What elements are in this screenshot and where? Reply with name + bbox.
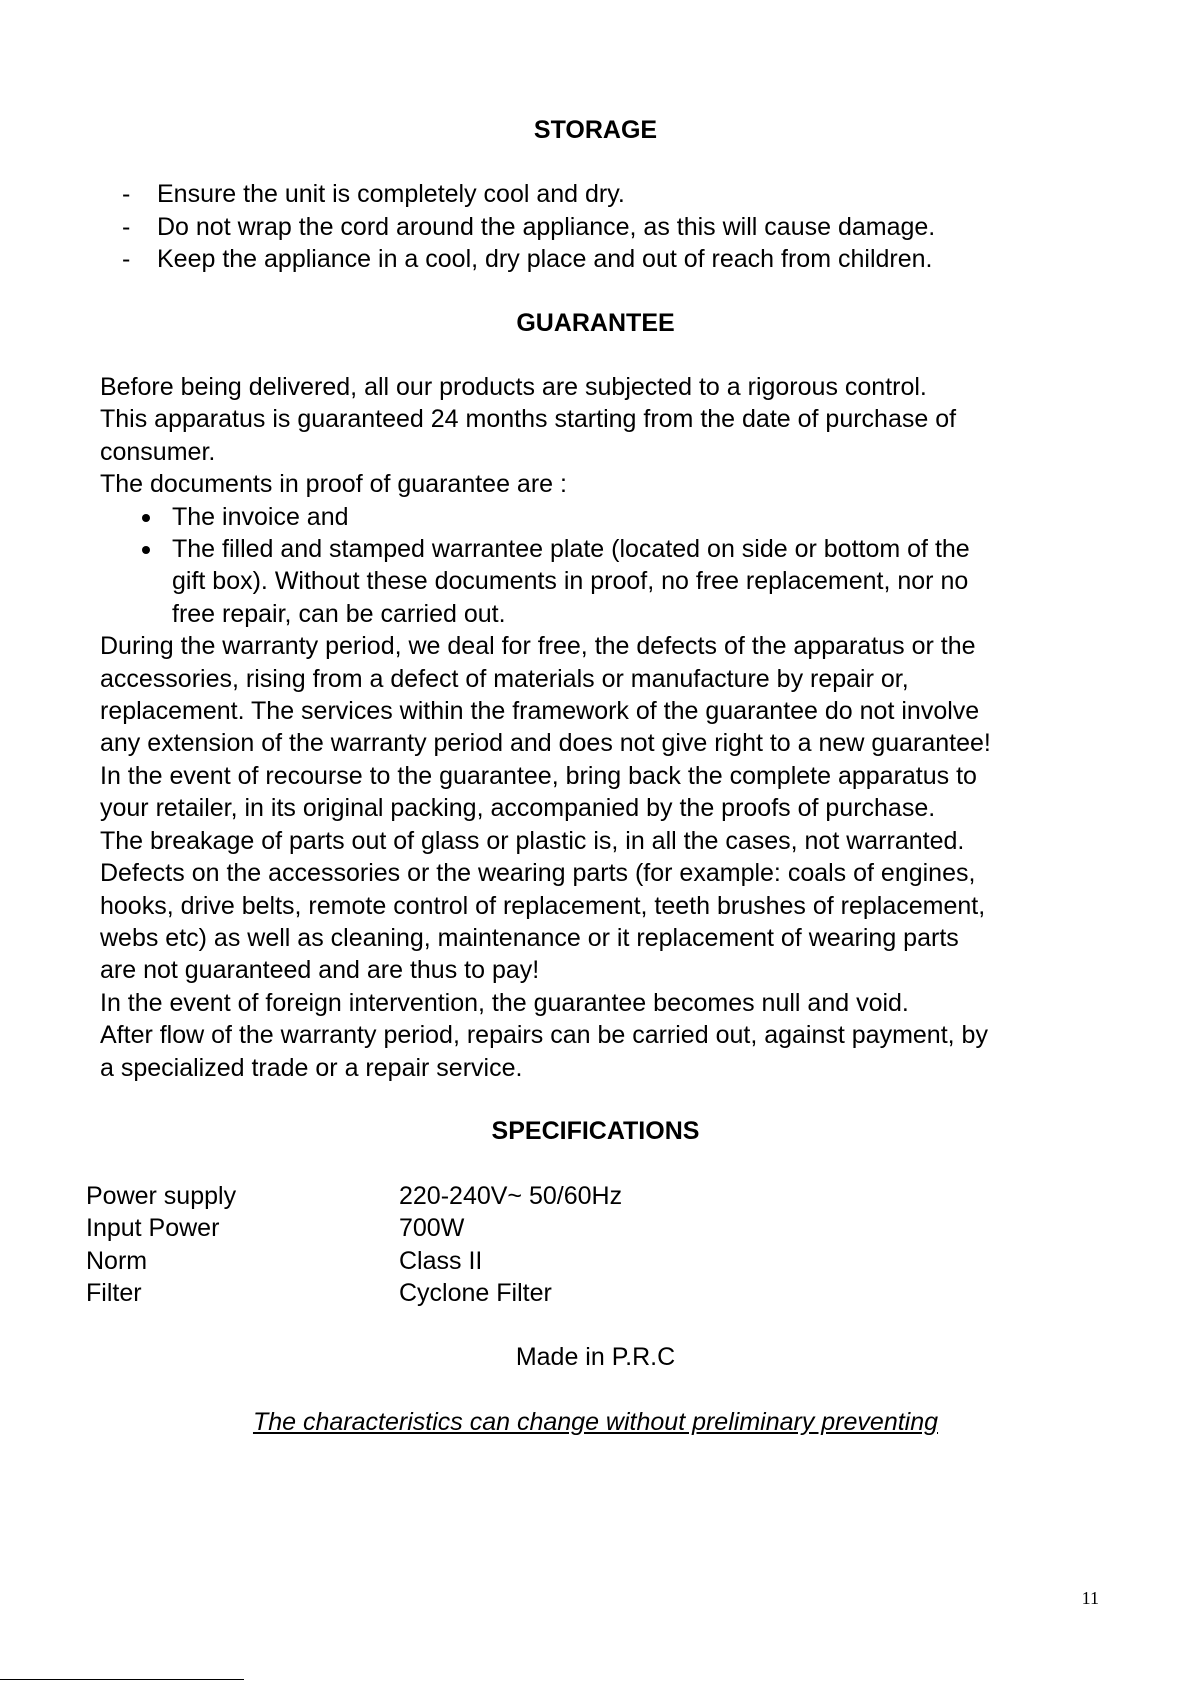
list-item: The filled and stamped warrantee plate (located on side or bottom of the gift box). Without these documents in proof, no free replacement, nor no free repair, can be carried out. bbox=[100, 533, 1120, 630]
guarantee-intro-line: This apparatus is guaranteed 24 months starting from the date of purchase of bbox=[100, 405, 957, 434]
spec-label: Input Power bbox=[86, 1214, 220, 1243]
made-in-text: Made in P.R.C bbox=[515, 1343, 676, 1371]
bullet-icon bbox=[142, 514, 150, 522]
guarantee-intro-line: Before being delivered, all our products are subjected to a rigorous control. bbox=[100, 373, 927, 401]
specifications-table bbox=[86, 1180, 622, 1309]
spec-value: 220-240V~ 50/60Hz bbox=[399, 1182, 623, 1210]
spec-value: Cyclone Filter bbox=[399, 1278, 552, 1307]
guarantee-body-line: a specialized trade or a repair service. bbox=[100, 1053, 523, 1082]
specifications-heading: SPECIFICATIONS bbox=[491, 1117, 700, 1145]
guarantee-body-line: hooks, drive belts, remote control of replacement, teeth brushes of replacement, bbox=[100, 891, 986, 920]
list-item: - Keep the appliance in a cool, dry place and out of reach from children. bbox=[100, 243, 935, 276]
spec-label: Filter bbox=[86, 1278, 142, 1307]
guarantee-body-line: webs etc) as well as cleaning, maintenance or it replacement of wearing parts bbox=[100, 923, 959, 952]
table-row bbox=[86, 1180, 622, 1212]
footer-rule bbox=[0, 1679, 244, 1680]
dash-marker: - bbox=[122, 245, 131, 273]
storage-list bbox=[100, 178, 935, 276]
guarantee-body-line: accessories, rising from a defect of materials or manufacture by repair or, bbox=[100, 664, 909, 693]
guarantee-body-line: are not guaranteed and are thus to pay! bbox=[100, 956, 540, 985]
spec-label: Power supply bbox=[86, 1182, 237, 1210]
guarantee-body-line: replacement. The services within the framework of the guarantee do not involve bbox=[100, 697, 980, 726]
list-item: - Ensure the unit is completely cool and dry. bbox=[100, 178, 935, 211]
guarantee-documents-list bbox=[100, 501, 1120, 631]
storage-heading: STORAGE bbox=[533, 116, 658, 144]
bullet-icon bbox=[142, 546, 150, 554]
guarantee-intro-line: The documents in proof of guarantee are : bbox=[100, 470, 567, 499]
guarantee-body-line: The breakage of parts out of glass or plastic is, in all the cases, not warranted. bbox=[100, 826, 965, 855]
guarantee-body-line: any extension of the warranty period and does not give right to a new guarantee! bbox=[100, 729, 991, 758]
dash-marker: - bbox=[122, 180, 131, 208]
guarantee-body-line: In the event of foreign intervention, the guarantee becomes null and void. bbox=[100, 988, 909, 1017]
guarantee-intro-line: consumer. bbox=[100, 437, 216, 466]
dash-marker: - bbox=[122, 212, 131, 241]
table-row bbox=[86, 1245, 622, 1277]
guarantee-body-line: After flow of the warranty period, repairs can be carried out, against payment, by bbox=[100, 1021, 988, 1050]
guarantee-body-line: Defects on the accessories or the wearing parts (for example: coals of engines, bbox=[100, 859, 976, 888]
spec-value: Class II bbox=[399, 1246, 483, 1275]
list-item: - Do not wrap the cord around the appliance, as this will cause damage. bbox=[100, 211, 935, 244]
disclaimer-text: The characteristics can change without preliminary preventing bbox=[252, 1408, 939, 1436]
guarantee-body-line: your retailer, in its original packing, accompanied by the proofs of purchase. bbox=[100, 794, 936, 823]
page-number: 11 bbox=[1081, 1588, 1099, 1608]
guarantee-heading: GUARANTEE bbox=[516, 309, 675, 337]
guarantee-body-line: During the warranty period, we deal for free, the defects of the apparatus or the bbox=[100, 632, 976, 661]
guarantee-body-line: In the event of recourse to the guarantee, bring back the complete apparatus to bbox=[100, 761, 977, 790]
spec-value: 700W bbox=[399, 1214, 465, 1243]
guarantee-text bbox=[100, 371, 1120, 1084]
spec-label: Norm bbox=[86, 1246, 148, 1275]
table-row bbox=[86, 1212, 622, 1244]
list-item: The invoice and bbox=[100, 501, 1120, 533]
table-row bbox=[86, 1277, 622, 1309]
